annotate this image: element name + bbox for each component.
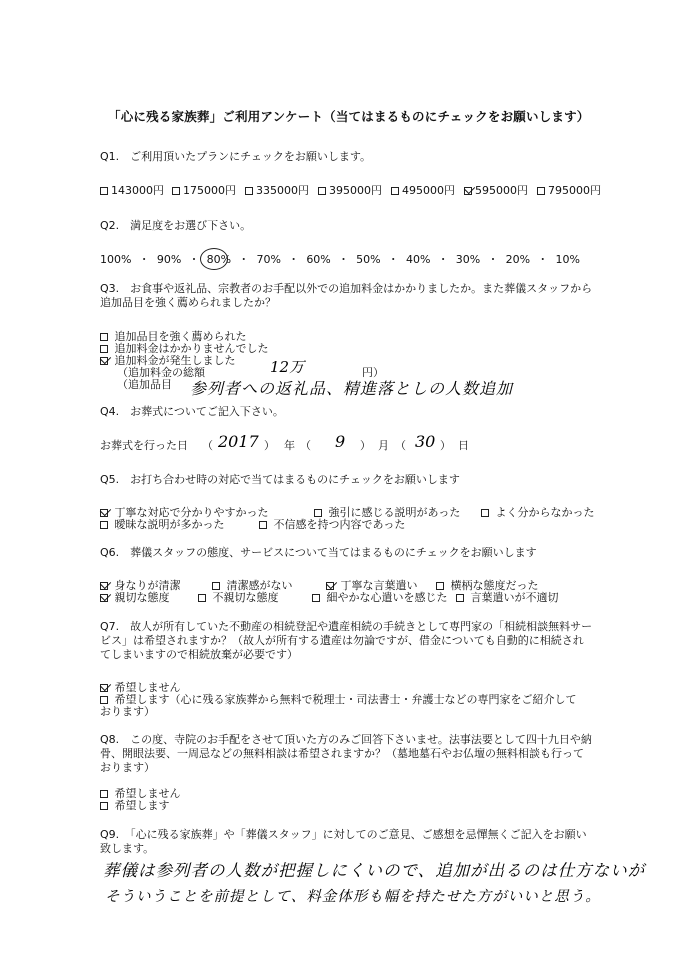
q9-answer-line1: 葬儀は参列者の人数が把握しにくいので、追加が出るのは仕方ないが	[103, 861, 646, 880]
q6-checkbox-3[interactable]	[436, 582, 444, 590]
q3-amount-handwritten: 12万	[270, 358, 305, 376]
q6-option[interactable]: 言葉遣いが不適切	[456, 591, 559, 605]
q1-checkbox-2[interactable]	[245, 187, 253, 195]
q6-checkbox-0[interactable]	[100, 582, 108, 590]
q8-checkbox-1[interactable]	[100, 802, 108, 810]
q4-rparen: ）	[264, 439, 275, 452]
q6-checkbox-2[interactable]	[326, 582, 334, 590]
q4-rparen: ）	[440, 439, 451, 452]
q2-option[interactable]: 10%	[555, 253, 580, 266]
q1-option[interactable]: 595000円	[464, 184, 537, 198]
q6-option[interactable]: 不親切な態度	[198, 591, 279, 605]
q5-checkbox-3[interactable]	[100, 521, 108, 529]
q6-option[interactable]: 身なりが清潔	[100, 579, 181, 593]
q8-option[interactable]: 希望しません	[100, 787, 181, 801]
q4-lparen: （	[300, 439, 311, 452]
q5-checkbox-1[interactable]	[314, 509, 322, 517]
q4-month-unit: 月	[378, 439, 389, 452]
q2-option[interactable]: 30%	[455, 253, 481, 266]
q7-option[interactable]: 希望しません	[100, 681, 181, 695]
q3-items-label: （追加品目	[117, 378, 172, 391]
q2-sep: ・	[238, 253, 250, 266]
q1-checkbox-3[interactable]	[318, 187, 326, 195]
q2-option[interactable]: 90%	[156, 253, 182, 266]
q6-option[interactable]: 細やかな心遣いを感じた	[312, 591, 448, 605]
q3-checkbox-2[interactable]	[100, 357, 108, 365]
q4-year-handwritten: 2017	[218, 432, 259, 451]
q1-checkbox-5[interactable]	[464, 187, 472, 195]
q2-sep: ・	[138, 253, 150, 266]
q7-option-cont: おります）	[100, 705, 155, 718]
q5-option[interactable]: 強引に感じる説明があった	[314, 506, 460, 520]
q6-option[interactable]: 横柄な態度だった	[436, 579, 539, 593]
q6-checkbox-7[interactable]	[456, 594, 464, 602]
q5-checkbox-4[interactable]	[259, 521, 267, 529]
q3-option[interactable]: 追加料金はかかりませんでした	[100, 342, 269, 356]
q6-checkbox-1[interactable]	[212, 582, 220, 590]
q4-rparen: ）	[360, 439, 371, 452]
q2-option[interactable]: 100%	[100, 253, 132, 266]
q5-option[interactable]: 曖昧な説明が多かった	[100, 518, 225, 532]
q1-question: Q1. ご利用頂いたプランにチェックをお願いします。	[100, 150, 371, 163]
q9-answer-line2: そういうことを前提として、料金体形も幅を持たせた方がいいと思う。	[105, 889, 601, 905]
q7-checkbox-1[interactable]	[100, 696, 108, 704]
q4-question: Q4. お葬式についてご記入下さい。	[100, 405, 284, 418]
q6-checkbox-6[interactable]	[312, 594, 320, 602]
q1-option[interactable]: 495000円	[391, 184, 464, 198]
q6-question: Q6. 葬儀スタッフの態度、サービスについて当てはまるものにチェックをお願いします	[100, 546, 537, 559]
q2-option[interactable]: 20%	[505, 253, 531, 266]
q3-items-handwritten: 参列者への返礼品、精進落としの人数追加	[190, 379, 514, 398]
q2-sep: ・	[387, 253, 399, 266]
q7-option[interactable]: 希望します（心に残る家族葬から無料で税理士・司法書士・弁護士などの専門家をご紹介して	[100, 693, 577, 707]
q3-question-line2: 追加品目を強く薦められましたか？	[100, 296, 276, 309]
q1-options	[100, 184, 610, 198]
q4-date-label: お葬式を行った日	[100, 439, 188, 452]
q2-sep: ・	[437, 253, 449, 266]
q4-year-unit: 年	[284, 439, 295, 452]
q2-sep: ・	[337, 253, 349, 266]
q2-option[interactable]: 60%	[306, 253, 331, 266]
q6-checkbox-5[interactable]	[198, 594, 206, 602]
page-title: 「心に残る家族葬」ご利用アンケート（当てはまるものにチェックをお願いします）	[108, 109, 590, 124]
q7-question-line2: ビス」は希望されますか？（故人が所有する遺産は勿論ですが、借金についても自動的に相続され	[100, 634, 584, 647]
q6-option[interactable]: 清潔感がない	[212, 579, 293, 593]
q6-checkbox-4[interactable]	[100, 594, 108, 602]
q9-question-line1: Q9. 「心に残る家族葬」や「葬儀スタッフ」に対してのご意見、ご感想を忌憚無くご記入をお願い	[100, 828, 587, 841]
q3-checkbox-0[interactable]	[100, 333, 108, 341]
q7-question-line1: Q7. 故人が所有していた不動産の相続登記や遺産相続の手続きとして専門家の「相続相談無料サー	[100, 620, 593, 633]
q4-lparen: （	[202, 439, 213, 452]
q3-question-line1: Q3. お食事や返礼品、宗教者のお手配以外での追加料金はかかりましたか。また葬儀スタッフから	[100, 282, 593, 295]
q1-checkbox-1[interactable]	[172, 187, 180, 195]
q9-question-line2: 致します。	[100, 842, 155, 855]
q2-sep: ・	[288, 253, 300, 266]
q1-option[interactable]: 395000円	[318, 184, 391, 198]
q8-question-line1: Q8. この度、寺院のお手配をさせて頂いた方のみご回答下さいませ。法事法要として四十九日や納	[100, 733, 592, 746]
q3-amount-unit: 円）	[362, 366, 384, 379]
q1-checkbox-0[interactable]	[100, 187, 108, 195]
q8-question-line3: おります）	[100, 761, 155, 774]
q4-day-unit: 日	[458, 439, 469, 452]
q5-checkbox-2[interactable]	[481, 509, 489, 517]
q5-option[interactable]: よく分からなかった	[481, 506, 595, 520]
q7-question-line3: てしまいますので相続放棄が必要です）	[100, 648, 298, 661]
q3-amount-label: （追加料金の総額	[117, 366, 205, 379]
q4-lparen: （	[395, 439, 406, 452]
q2-option[interactable]: 50%	[356, 253, 381, 266]
q2-option-selected[interactable]: 80%	[206, 253, 232, 266]
q1-option[interactable]: 175000円	[172, 184, 245, 198]
q3-checkbox-1[interactable]	[100, 345, 108, 353]
q8-checkbox-0[interactable]	[100, 790, 108, 798]
q8-option[interactable]: 希望します	[100, 799, 170, 813]
q6-option[interactable]: 親切な態度	[100, 591, 170, 605]
q5-checkbox-0[interactable]	[100, 509, 108, 517]
q2-sep: ・	[537, 253, 549, 266]
q4-month-handwritten: 9	[335, 432, 346, 451]
q1-option[interactable]: 335000円	[245, 184, 318, 198]
q8-question-line2: 骨、開眼法要、一周忌などの無料相談は希望されますか？（墓地墓石やお仏壇の無料相談も行って	[100, 747, 584, 760]
q2-option[interactable]: 70%	[256, 253, 281, 266]
q2-sep: ・	[188, 253, 200, 266]
q2-scale	[100, 253, 580, 267]
q3-option[interactable]: 追加料金が発生しました	[100, 354, 236, 368]
q1-checkbox-4[interactable]	[391, 187, 399, 195]
q1-option[interactable]: 795000円	[537, 184, 610, 198]
q1-option[interactable]: 143000円	[100, 184, 172, 198]
selection-circle-mark	[200, 248, 228, 270]
q2-question: Q2. 満足度をお選び下さい。	[100, 219, 252, 232]
q2-sep: ・	[487, 253, 499, 266]
q2-option[interactable]: 40%	[405, 253, 431, 266]
q1-checkbox-6[interactable]	[537, 187, 545, 195]
q6-option[interactable]: 丁寧な言葉遣い	[326, 579, 418, 593]
q5-option[interactable]: 不信感を持つ内容であった	[259, 518, 405, 532]
q7-checkbox-0[interactable]	[100, 684, 108, 692]
q5-question: Q5. お打ち合わせ時の対応で当てはまるものにチェックをお願いします	[100, 473, 460, 486]
q3-option[interactable]: 追加品目を強く薦められた	[100, 330, 247, 344]
q4-day-handwritten: 30	[415, 432, 436, 451]
q5-option[interactable]: 丁寧な対応で分かりやすかった	[100, 506, 269, 520]
